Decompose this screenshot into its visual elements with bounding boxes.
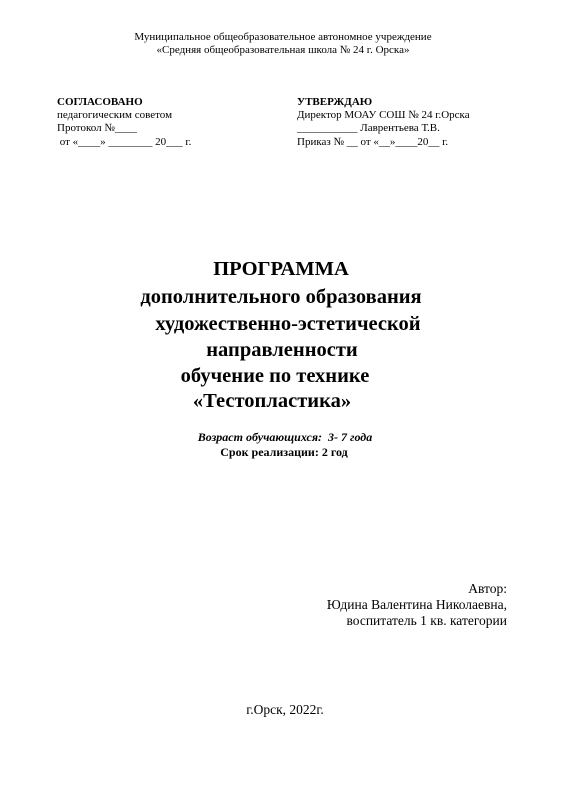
author-name: Юдина Валентина Николаевна, [326,597,507,612]
program-duration: Срок реализации: 2 год [220,445,348,459]
program-title: ПРОГРАММА [213,258,349,280]
agreed-protocol: Протокол №____ [57,122,137,134]
program-name: «Тестопластика» [192,390,352,412]
author-position: воспитатель 1 кв. категории [346,613,507,628]
student-age: Возраст обучающихся: 3- 7 года [197,430,373,444]
approve-order: Приказ № __ от «__»____20__ г. [297,136,449,148]
agreed-date: от «____» ________ 20___ г. [57,136,192,148]
approve-director: Директор МОАУ СОШ № 24 г.Орска [297,109,470,121]
institution-name: Муниципальное общеобразовательное автономное учреждение [134,31,432,43]
approve-signature: ___________ Лаврентьева Т.В. [297,122,440,134]
place-and-year: г.Орск, 2022г. [246,702,324,717]
approve-heading: УТВЕРЖДАЮ [297,96,373,108]
program-subtitle-2: художественно-эстетической [155,313,421,335]
agreed-heading: СОГЛАСОВАНО [57,96,143,108]
program-subtitle-1: дополнительного образования [140,286,422,308]
agreed-council: педагогическим советом [57,109,173,121]
school-name: «Средняя общеобразовательная школа № 24 г. Орска» [156,44,410,56]
program-subtitle-3: направленности [206,339,358,361]
author-label: Автор: [468,581,507,596]
program-subtitle-4: обучение по технике [180,365,370,387]
